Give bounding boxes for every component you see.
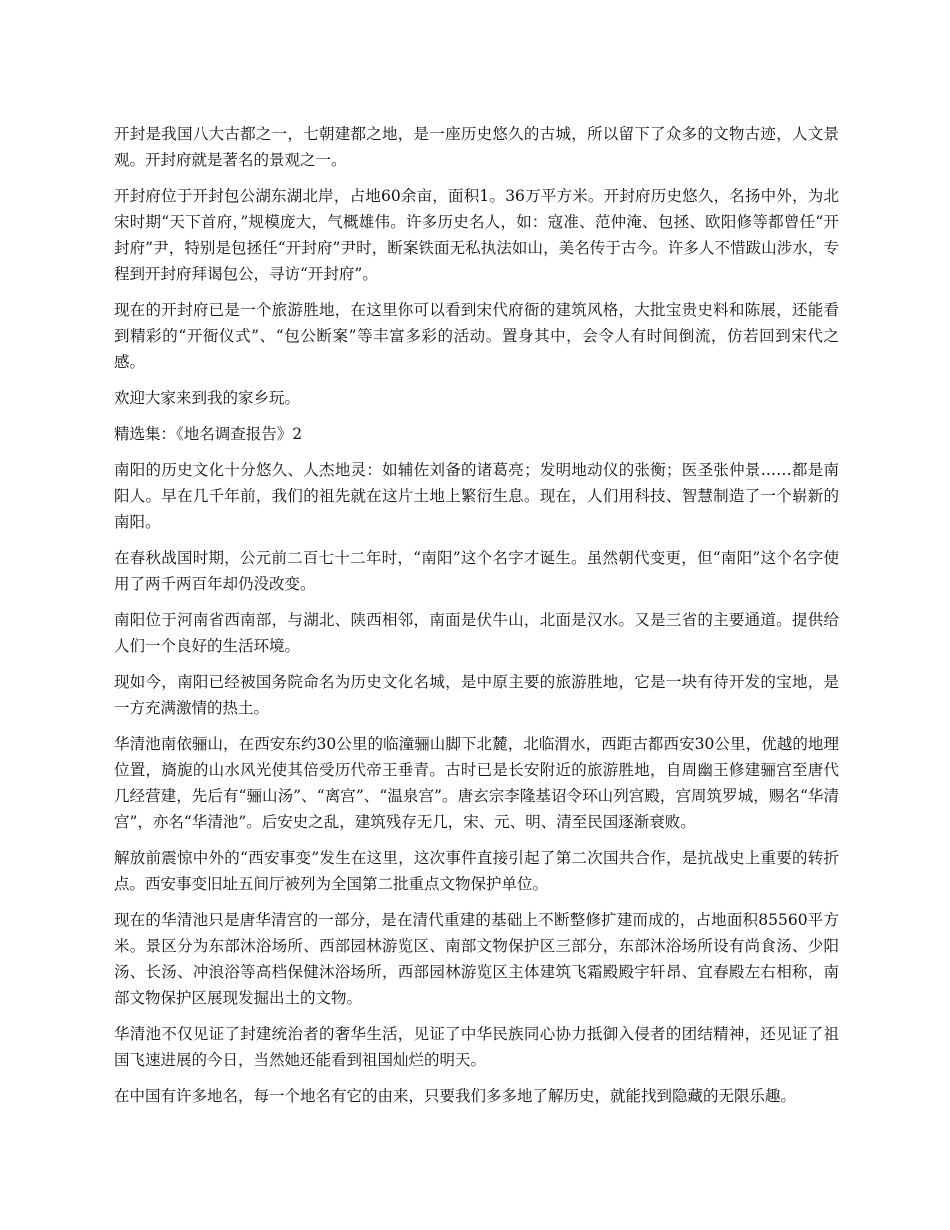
paragraph-nanyang-location: 南阳位于河南省西南部，与湖北、陕西相邻，南面是伏牛山，北面是汉水。又是三省的主要通道。提供给人们一个良好的生活环境。	[114, 611, 839, 655]
paragraph-nanyang-history: 南阳的历史文化十分悠久、人杰地灵：如辅佐刘备的诸葛亮；发明地动仪的张衡；医圣张仲景……都是南阳人。早在几千年前，我们的祖先就在这片土地上繁衍生息。现在，人们用科技、智慧制造了一个崭新的南阳。	[114, 461, 839, 531]
paragraph-welcome: 欢迎大家来到我的家乡玩。	[114, 389, 301, 407]
document-body	[114, 121, 839, 1119]
paragraph-huaqing-witness: 华清池不仅见证了封建统治者的奢华生活，见证了中华民族同心协力抵御入侵者的团结精神，还见证了祖国飞速进展的今日，当然她还能看到祖国灿烂的明天。	[114, 1025, 839, 1069]
paragraph-kaifeng-fu: 开封府位于开封包公湖东湖北岸，占地60余亩，面积1。36万平方米。开封府历史悠久，名扬中外，为北宋时期“天下首府，”规模庞大，气概雄伟。许多历史名人，如：寇准、范仲淹、包拯、欧阳修等都曾任“开封府”尹，特别是包拯任“开封府”尹时，断案铁面无私执法如山，美名传于古今。许多人不惜跋山涉水，专程到开封府拜谒包公，寻访“开封府”。	[114, 187, 839, 283]
paragraph-kaifeng-intro: 开封是我国八大古都之一，七朝建都之地，是一座历史悠久的古城，所以留下了众多的文物古迹，人文景观。开封府就是著名的景观之一。	[114, 125, 839, 169]
paragraph-nanyang-name: 在春秋战国时期，公元前二百七十二年时，“南阳”这个名字才诞生。虽然朝代变更，但“南阳”这个名字使用了两千两百年却仍没改变。	[114, 549, 839, 593]
paragraph-kaifeng-tourism: 现在的开封府已是一个旅游胜地，在这里你可以看到宋代府衙的建筑风格，大批宝贵史料和陈展，还能看到精彩的“开衙仪式”、“包公断案”等丰富多彩的活动。置身其中，会令人有时间倒流，仿若回到宋代之感。	[114, 301, 839, 371]
paragraph-huaqing-today: 现在的华清池只是唐华清宫的一部分，是在清代重建的基础上不断整修扩建而成的，占地面积85560平方米。景区分为东部沐浴场所、西部园林游览区、南部文物保护区三部分，东部沐浴场所设有尚食汤、少阳汤、长汤、冲浪浴等高档保健沐浴场所，西部园林游览区主体建筑飞霜殿殿宇轩昂、宜春殿左右相称，南部文物保护区展现发掘出土的文物。	[114, 911, 839, 1007]
paragraph-conclusion: 在中国有许多地名，每一个地名有它的由来，只要我们多多地了解历史，就能找到隐藏的无限乐趣。	[114, 1087, 797, 1105]
paragraph-nanyang-today: 现如今，南阳已经被国务院命名为历史文化名城，是中原主要的旅游胜地，它是一块有待开发的宝地，是一方充满激情的热土。	[114, 673, 839, 717]
section-heading: 精选集：《地名调查报告》2	[114, 425, 303, 443]
paragraph-xian-incident: 解放前震惊中外的“西安事变”发生在这里，这次事件直接引起了第二次国共合作，是抗战史上重要的转折点。西安事变旧址五间厅被列为全国第二批重点文物保护单位。	[114, 849, 839, 893]
paragraph-huaqing-history: 华清池南依骊山，在西安东约30公里的临潼骊山脚下北麓，北临渭水，西距古都西安30公里，优越的地理位置，旖旎的山水风光使其倍受历代帝王垂青。古时已是长安附近的旅游胜地，自周幽王修建骊宫至唐代几经营建，先后有“骊山汤”、“离宫”、“温泉宫”。唐玄宗李隆基诏令环山列宫殿，宫周筑罗城，赐名“华清宫”，亦名“华清池”。后安史之乱，建筑残存无几，宋、元、明、清至民国逐渐衰败。	[114, 735, 839, 831]
